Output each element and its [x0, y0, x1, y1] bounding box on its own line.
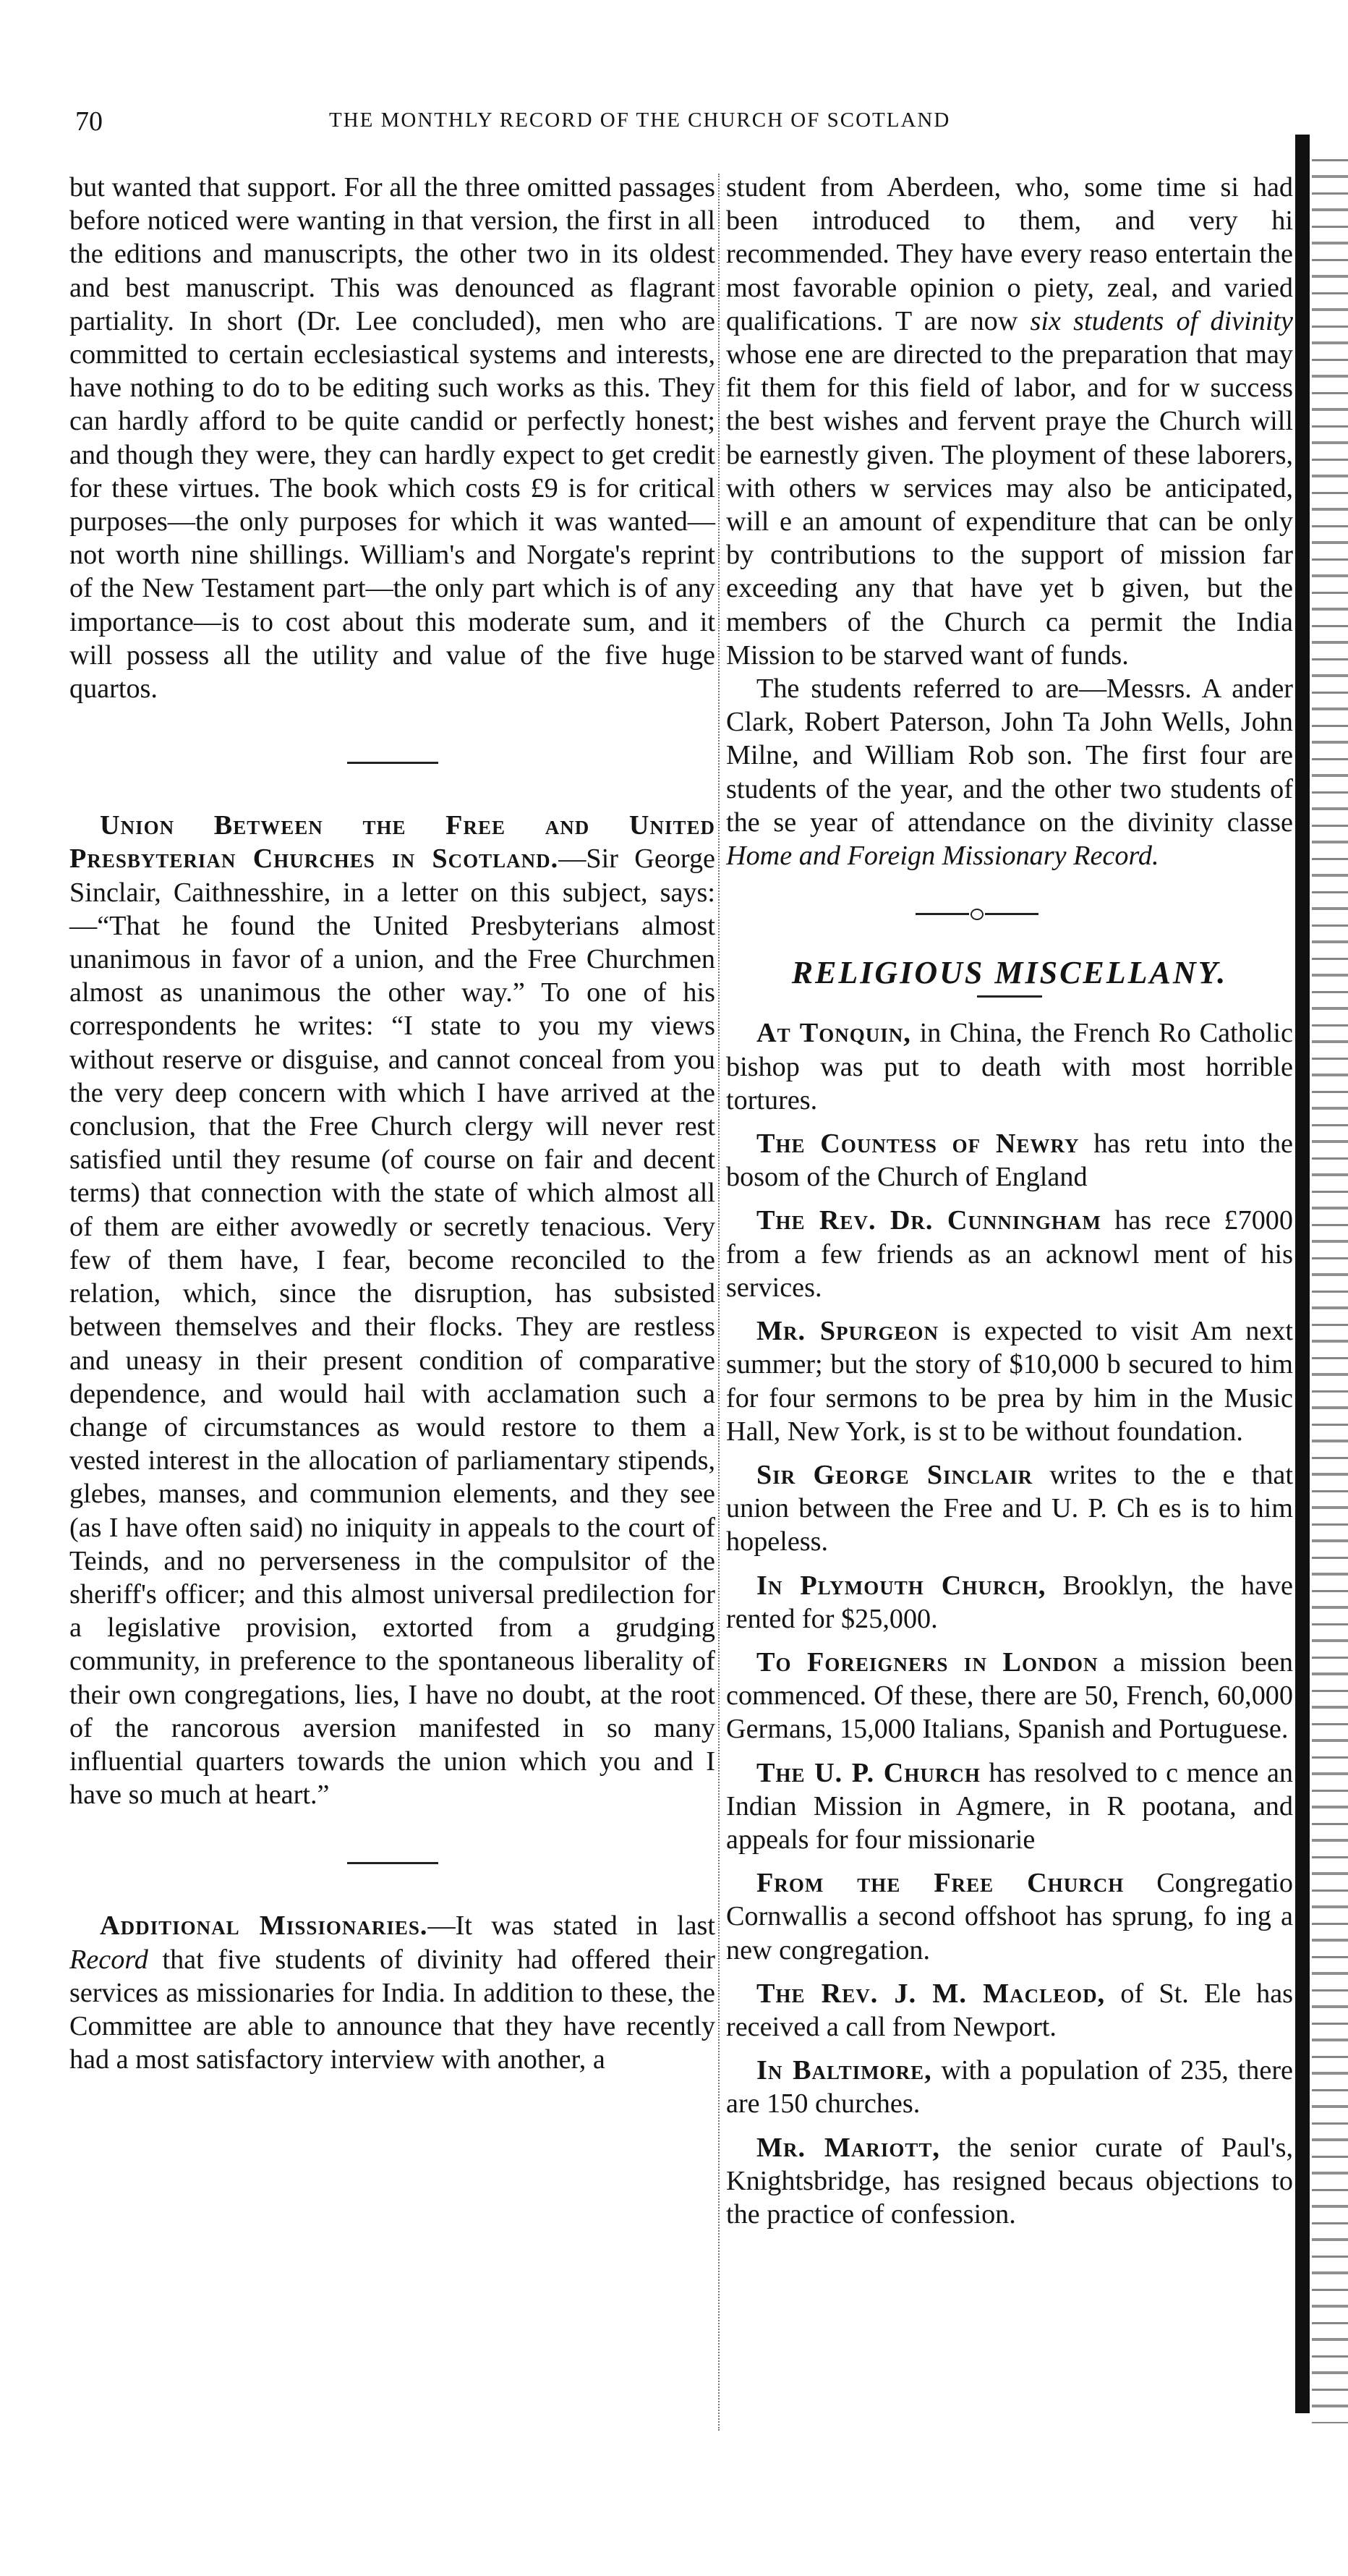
miscellany-item	[726, 2131, 1293, 2232]
running-head	[0, 106, 1348, 137]
left-column	[69, 171, 715, 2076]
separator-rule	[347, 1862, 438, 1864]
miscellany-item-lead: The U. P. Church	[756, 1757, 981, 1788]
miscellany-item-lead: In Baltimore,	[756, 2055, 932, 2086]
miscellany-item-lead: The Rev. J. M. Macleod,	[756, 1978, 1106, 2009]
miscellany-item-lead: In Plymouth Church,	[756, 1570, 1046, 1601]
missionaries-article-heading: Additional Missionaries.	[100, 1910, 428, 1942]
heading-rule	[977, 995, 1042, 998]
miscellany-item	[726, 1756, 1293, 1857]
miscellany-item	[726, 1016, 1293, 1117]
journal-title: THE MONTHLY RECORD OF THE CHURCH OF SCOTLAND	[329, 109, 951, 132]
ornament-circle	[971, 909, 984, 920]
miscellany-item	[726, 1569, 1293, 1636]
missionaries-article-text-continued: that five students of divinity had offered their services as missionaries for India. In addition to these, the Committee are able to announce that they have recently had a most satisfactory interview with another, a	[69, 1944, 715, 2075]
students-paragraph	[726, 672, 1293, 872]
continued-text-end: whose ene are directed to the preparation that may fit them for this field of labor, and for w success the best wishes and fervent praye the Church will be earnestly given. The ployment of these laborers, with others w services may also be anticipated, will e an amount of expenditure that can be only by contributions to the support of mission far exceeding any that have yet b given, but the members of the Church ca permit the India Mission to be starved want of funds.	[726, 339, 1293, 671]
continued-text: student from Aberdeen, who, some time si had been introduced to them, and very hi recommended. They have every reaso entertain the most favorable opinion o piety, zeal, and varied qualifications. T are now	[726, 172, 1293, 336]
miscellany-item-text: the senior curate of Paul's, Knightsbridge, has resigned becaus objections to the practice of confession.	[726, 2132, 1293, 2229]
miscellany-item-lead: At Tonquin,	[756, 1018, 911, 1049]
miscellany-item	[726, 1977, 1293, 2044]
miscellany-item-text: in China, the French Ro Catholic bishop was put to death with most horrible tortures.	[726, 1018, 1293, 1115]
miscellany-item	[726, 2054, 1293, 2120]
miscellany-item-text: Congregatio Cornwallis a second offshoot has sprung, fo ing a new congregation.	[726, 1868, 1293, 1965]
miscellany-item-lead: From the Free Church	[756, 1868, 1125, 1899]
right-column	[726, 171, 1293, 2457]
ornament-line	[985, 913, 1038, 915]
miscellany-item	[726, 1866, 1293, 1967]
ornament-line	[916, 913, 969, 915]
miscellany-item-lead: Mr. Mariott,	[756, 2132, 940, 2163]
continued-paragraph-right	[726, 171, 1293, 672]
miscellany-item	[726, 1127, 1293, 1194]
miscellany-item-text: writes to the e that union between the Free and U. P. Ch es is to him hopeless.	[726, 1459, 1293, 1557]
miscellany-item-text: of St. Ele has received a call from Newport.	[726, 1978, 1293, 2042]
miscellany-item-text: with a population of 235, there are 150 churches.	[726, 2055, 1293, 2120]
missionaries-article-record: Record	[69, 1944, 148, 1975]
continued-paragraph: but wanted that support. For all the three omitted passages before noticed were wanting in that version, the first in all the editions and manuscripts, the other two in its oldest and best manuscript. This was denounced as flagrant partiality. In short (Dr. Lee concluded), men who are committed to certain ecclesiastical systems and interests, have nothing to do to be editing such works as this. They can hardly afford to be quite candid or perfectly honest; and though they were, they can hardly expect to get credit for these virtues. The book which costs £9 is for critical purposes—the only purposes for which it was wanted—not worth nine shillings. William's and Norgate's reprint of the New Testament part—the only part which is of any importance—is to cost about this moderate sum, and it will possess all the utility and value of the five huge quartos.	[69, 172, 715, 705]
continued-italic: six students of divinity	[1030, 305, 1293, 336]
students-source: Home and Foreign Missionary Record.	[726, 841, 1159, 872]
miscellany-list	[726, 1016, 1293, 2231]
miscellany-item-text: a mission been commenced. Of these, there are 50, French, 60,000 Germans, 15,000 Italians, Spanish and Portuguese.	[726, 1646, 1293, 1745]
missionaries-article-text: —It was stated in last	[427, 1910, 715, 1942]
page-number: 70	[75, 106, 103, 137]
miscellany-item-text: is expected to visit Am next summer; but the story of $10,000 b secured to him for four sermons to be prea by him in the Music Hall, New York, is st to be without foundation.	[726, 1316, 1293, 1447]
miscellany-item	[726, 1204, 1293, 1304]
miscellany-item-text: has retu into the bosom of the Church of England	[726, 1128, 1293, 1193]
miscellany-item-lead: The Rev. Dr. Cunningham	[756, 1205, 1101, 1236]
miscellany-item-lead: Sir George Sinclair	[756, 1459, 1033, 1490]
miscellany-item	[726, 1458, 1293, 1559]
miscellany-item-lead: To Foreigners in London	[756, 1646, 1099, 1678]
miscellany-item-text: has rece £7000 from a few friends as an acknowl ment of his services.	[726, 1205, 1293, 1303]
separator-rule	[347, 762, 438, 764]
miscellany-item-lead: The Countess of Newry	[756, 1128, 1080, 1160]
ornamental-separator	[916, 909, 1038, 919]
section-heading: RELIGIOUS MISCELLANY.	[791, 955, 1228, 991]
miscellany-item-text: Brooklyn, the have rented for $25,000.	[726, 1570, 1293, 1634]
miscellany-item	[726, 1314, 1293, 1448]
missionaries-article	[69, 1909, 715, 2076]
miscellany-item	[726, 1646, 1293, 1746]
union-article	[69, 809, 715, 1811]
adjacent-page-bleed	[1312, 159, 1348, 2423]
column-divider	[718, 174, 720, 2431]
miscellany-item-text: has resolved to c mence an Indian Mission in Agmere, in R pootana, and appeals for four missionarie	[726, 1757, 1293, 1855]
union-article-body: —Sir George Sinclair, Caithnesshire, in a letter on this subject, says:—“That he found the United Presbyterians almost unanimous in favor of a union, and the Free Churchmen almost as unanimous the other way.” To one of his correspondents he writes: “I state to you my views without reserve or disguise, and cannot conceal from you the very deep concern with which I have arrived at the conclusion, that the Free Church clergy will never rest satisfied until they resume (of course on fair and decent terms) that connection with the state of which almost all of them are either avowedly or secretly tenacious. Very few of them have, I fear, become reconciled to the relation, which, since the disruption, has subsisted between themselves and their flocks. They are restless and uneasy in their present condition of comparative dependence, and would hail with acclamation such a change of circumstances as would restore to them a vested interest in the allocation of parliamentary stipends, glebes, manses, and communion elements, and they see (as I have often said) no iniquity in appeals to the court of Teinds, and no perverseness in the compulsitor of the sheriff's officer; and this almost universal predilection for a legislative provision, extorted from a grudging community, in preference to the spontaneous liberality of their own congregations, lies, I have no doubt, at the root of the rancorous aversion manifested in so many influential quarters towards the union which you and I have so much at heart.”	[69, 843, 715, 1811]
students-text: The students referred to are—Messrs. A ander Clark, Robert Paterson, John Ta John Wells, John Milne, and William Rob son. The first four are students of the year, and the other two students of the se year of attendance on the divinity classe	[726, 673, 1293, 838]
miscellany-item-lead: Mr. Spurgeon	[756, 1316, 939, 1347]
adjacent-page-edge	[1295, 135, 1310, 2413]
union-article-heading: Union Between the Free and United Presbyterian Churches in Scotland.	[69, 810, 715, 875]
